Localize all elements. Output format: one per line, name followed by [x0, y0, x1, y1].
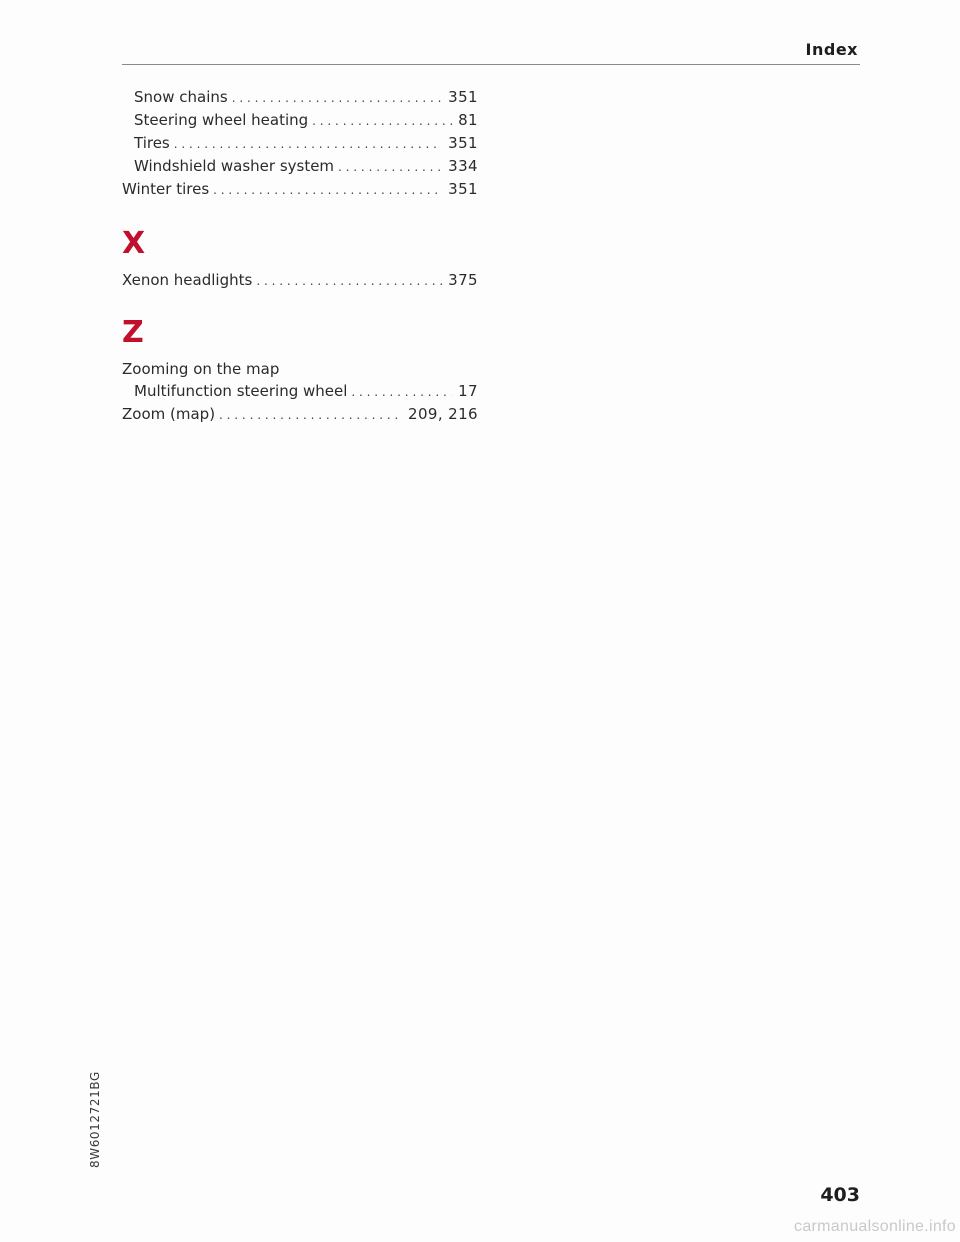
section-letter-x: X — [122, 226, 146, 261]
document-code: 8W6012721BG — [88, 1071, 102, 1168]
entry-pages: 334 — [448, 157, 478, 175]
index-entry — [122, 380, 478, 403]
page-number: 403 — [820, 1184, 860, 1206]
entry-term: Xenon headlights — [122, 271, 253, 289]
dot-leader — [174, 133, 442, 155]
dot-leader — [338, 156, 442, 178]
index-entry — [122, 155, 478, 178]
entry-term: Zoom (map) — [122, 405, 216, 423]
entry-term: Multifunction steering wheel — [134, 382, 348, 400]
entry-pages: 351 — [448, 88, 478, 106]
entry-pages: 209, 216 — [408, 405, 478, 423]
entry-term: Zooming on the map — [122, 360, 280, 378]
dot-leader — [256, 270, 442, 292]
page-header-title: Index — [805, 40, 858, 59]
entry-pages: 17 — [458, 382, 478, 400]
dot-leader — [213, 179, 442, 201]
section-letter-z: Z — [122, 315, 144, 350]
dot-leader — [232, 87, 442, 109]
dot-leader — [351, 381, 452, 403]
index-entry — [122, 269, 478, 292]
dot-leader — [312, 110, 452, 132]
entry-term: Tires — [134, 134, 170, 152]
header-rule — [122, 64, 860, 65]
index-entry — [122, 109, 478, 132]
index-entry — [122, 403, 478, 426]
entry-term: Snow chains — [134, 88, 228, 106]
entry-term: Winter tires — [122, 180, 210, 198]
index-entry — [122, 178, 478, 201]
index-column — [122, 86, 478, 426]
entry-pages: 375 — [448, 271, 478, 289]
entry-term: Steering wheel heating — [134, 111, 309, 129]
index-entry-heading — [122, 358, 478, 380]
entry-pages: 351 — [448, 134, 478, 152]
index-entry — [122, 86, 478, 109]
dot-leader — [219, 404, 402, 426]
index-entry — [122, 132, 478, 155]
entry-term: Windshield washer system — [134, 157, 335, 175]
entry-pages: 351 — [448, 180, 478, 198]
watermark-text: carmanualsonline.info — [794, 1218, 956, 1235]
entry-pages: 81 — [458, 111, 478, 129]
